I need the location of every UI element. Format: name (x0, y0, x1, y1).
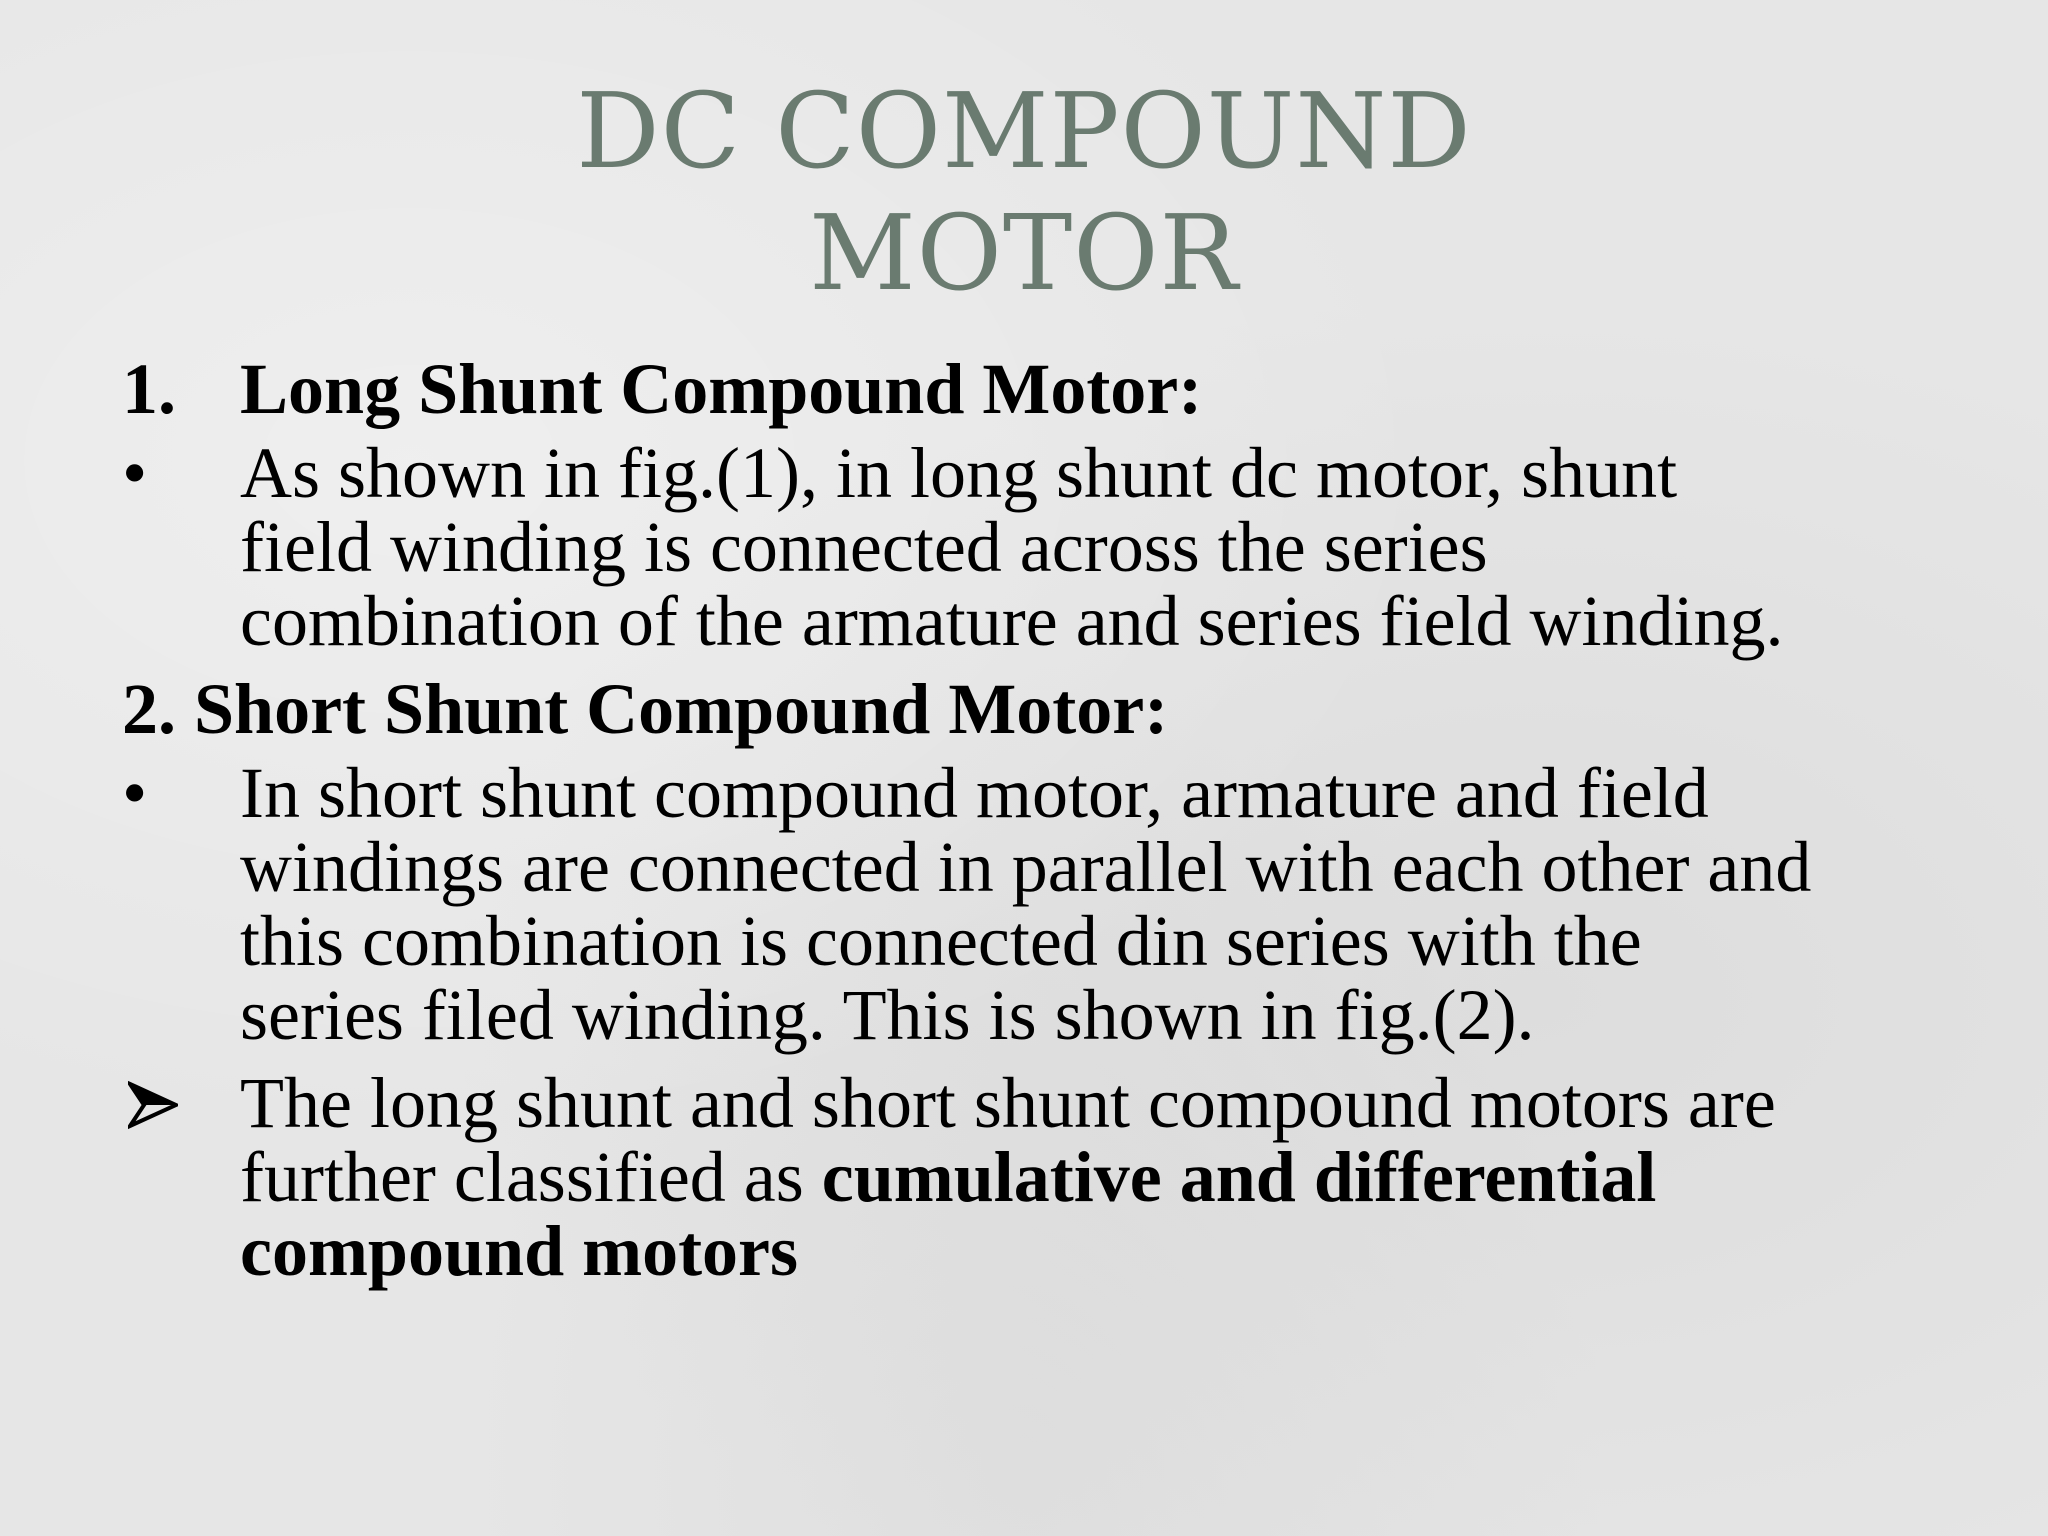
paragraph-line: windings are connected in parallel with each other and (240, 827, 1812, 907)
bold-text: cumulative and differential (821, 1137, 1657, 1217)
paragraph-line: As shown in fig.(1), in long shunt dc motor, shunt (240, 433, 1678, 513)
title-line-2: MOTOR (809, 192, 1239, 314)
paragraph-line: In short shunt compound motor, armature and field (240, 753, 1709, 833)
heading-text: 2. Short Shunt Compound Motor: (122, 669, 1169, 749)
bullet-dot: • (122, 753, 148, 833)
numbered-heading-long-shunt (122, 349, 2002, 429)
arrow-bullet-classification (122, 1063, 2002, 1291)
list-number: 1. (122, 349, 176, 429)
paragraph-line: The long shunt and short shunt compound motors are (240, 1063, 1776, 1143)
paragraph-line (240, 1211, 2002, 1291)
bullet-short-shunt-description (122, 753, 2002, 1055)
slide-body (122, 349, 2002, 1302)
arrowhead-bullet-icon (128, 1080, 178, 1130)
paragraph-line: this combination is connected din series with the (240, 901, 1642, 981)
paragraph-line: combination of the armature and series field winding. (240, 581, 1784, 661)
paragraph-line: field winding is connected across the series (240, 507, 1488, 587)
bullet-long-shunt-description (122, 433, 2002, 661)
slide-title (0, 70, 2048, 314)
bold-text: compound motors (240, 1211, 799, 1291)
plain-text: further classified as (240, 1137, 822, 1217)
paragraph-line (240, 1137, 2002, 1217)
title-line-1: DC COMPOUND (576, 70, 1472, 192)
numbered-heading-short-shunt (122, 669, 2002, 749)
paragraph-line: series filed winding. This is shown in fig.(2). (240, 975, 1535, 1055)
heading-text: Long Shunt Compound Motor: (240, 349, 1203, 429)
bullet-dot: • (122, 433, 148, 513)
